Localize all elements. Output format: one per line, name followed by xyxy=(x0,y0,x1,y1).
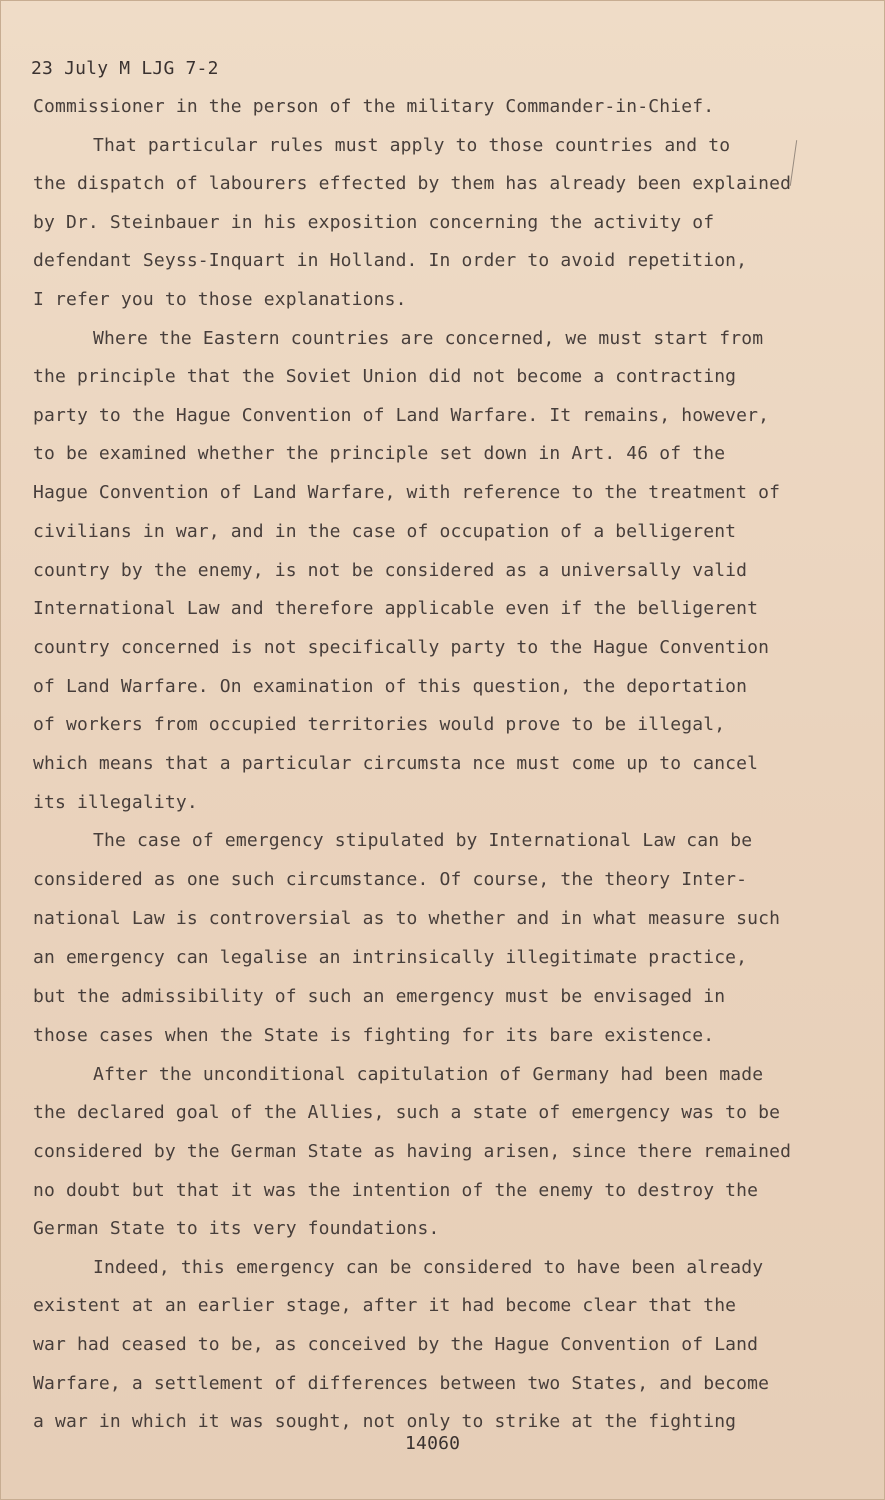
text-line: party to the Hague Convention of Land Warfare. It remains, however, xyxy=(33,405,770,426)
text-line: the dispatch of labourers effected by them has already been explained xyxy=(33,173,792,194)
text-line: Where the Eastern countries are concerned, we must start from xyxy=(93,328,764,349)
text-line: no doubt but that it was the intention of the enemy to destroy the xyxy=(33,1180,759,1201)
page-number: 14060 xyxy=(405,1433,461,1454)
text-line: After the unconditional capitulation of Germany had been made xyxy=(93,1064,764,1085)
text-line: which means that a particular circumsta nce must come up to cancel xyxy=(33,753,759,774)
text-line: German State to its very foundations. xyxy=(33,1218,440,1239)
text-line: by Dr. Steinbauer in his exposition concerning the activity of xyxy=(33,212,715,233)
text-line: existent at an earlier stage, after it had become clear that the xyxy=(33,1295,737,1316)
text-line: war had ceased to be, as conceived by the Hague Convention of Land xyxy=(33,1334,759,1355)
text-line: civilians in war, and in the case of occupation of a belligerent xyxy=(33,521,737,542)
text-line: The case of emergency stipulated by International Law can be xyxy=(93,830,753,851)
text-line: defendant Seyss-Inquart in Holland. In order to avoid repetition, xyxy=(33,250,748,271)
text-line: an emergency can legalise an intrinsically illegitimate practice, xyxy=(33,947,748,968)
text-line: those cases when the State is fighting for its bare existence. xyxy=(33,1025,715,1046)
text-line: a war in which it was sought, not only to strike at the fighting xyxy=(33,1411,737,1432)
text-line: of Land Warfare. On examination of this question, the deportation xyxy=(33,676,748,697)
text-line: its illegality. xyxy=(33,792,198,813)
text-line: Hague Convention of Land Warfare, with reference to the treatment of xyxy=(33,482,781,503)
text-line: but the admissibility of such an emergency must be envisaged in xyxy=(33,986,726,1007)
text-line: of workers from occupied territories would prove to be illegal, xyxy=(33,714,726,735)
text-line: Commissioner in the person of the military Commander-in-Chief. xyxy=(33,96,715,117)
text-line: considered as one such circumstance. Of course, the theory Inter- xyxy=(33,869,748,890)
text-line: Indeed, this emergency can be considered to have been already xyxy=(93,1257,764,1278)
text-line: International Law and therefore applicable even if the belligerent xyxy=(33,598,759,619)
text-line: the declared goal of the Allies, such a state of emergency was to be xyxy=(33,1102,781,1123)
text-line: national Law is controversial as to whether and in what measure such xyxy=(33,908,781,929)
text-line: I refer you to those explanations. xyxy=(33,289,407,310)
text-line: country by the enemy, is not be considered as a universally valid xyxy=(33,560,748,581)
text-line: That particular rules must apply to those countries and to xyxy=(93,135,731,156)
document-header: 23 July M LJG 7-2 xyxy=(31,58,219,79)
text-line: considered by the German State as having arisen, since there remained xyxy=(33,1141,792,1162)
text-line: country concerned is not specifically party to the Hague Convention xyxy=(33,637,770,658)
text-line: to be examined whether the principle set down in Art. 46 of the xyxy=(33,443,726,464)
text-line: Warfare, a settlement of differences between two States, and become xyxy=(33,1373,770,1394)
text-line: the principle that the Soviet Union did not become a contracting xyxy=(33,366,737,387)
margin-mark xyxy=(790,140,797,186)
